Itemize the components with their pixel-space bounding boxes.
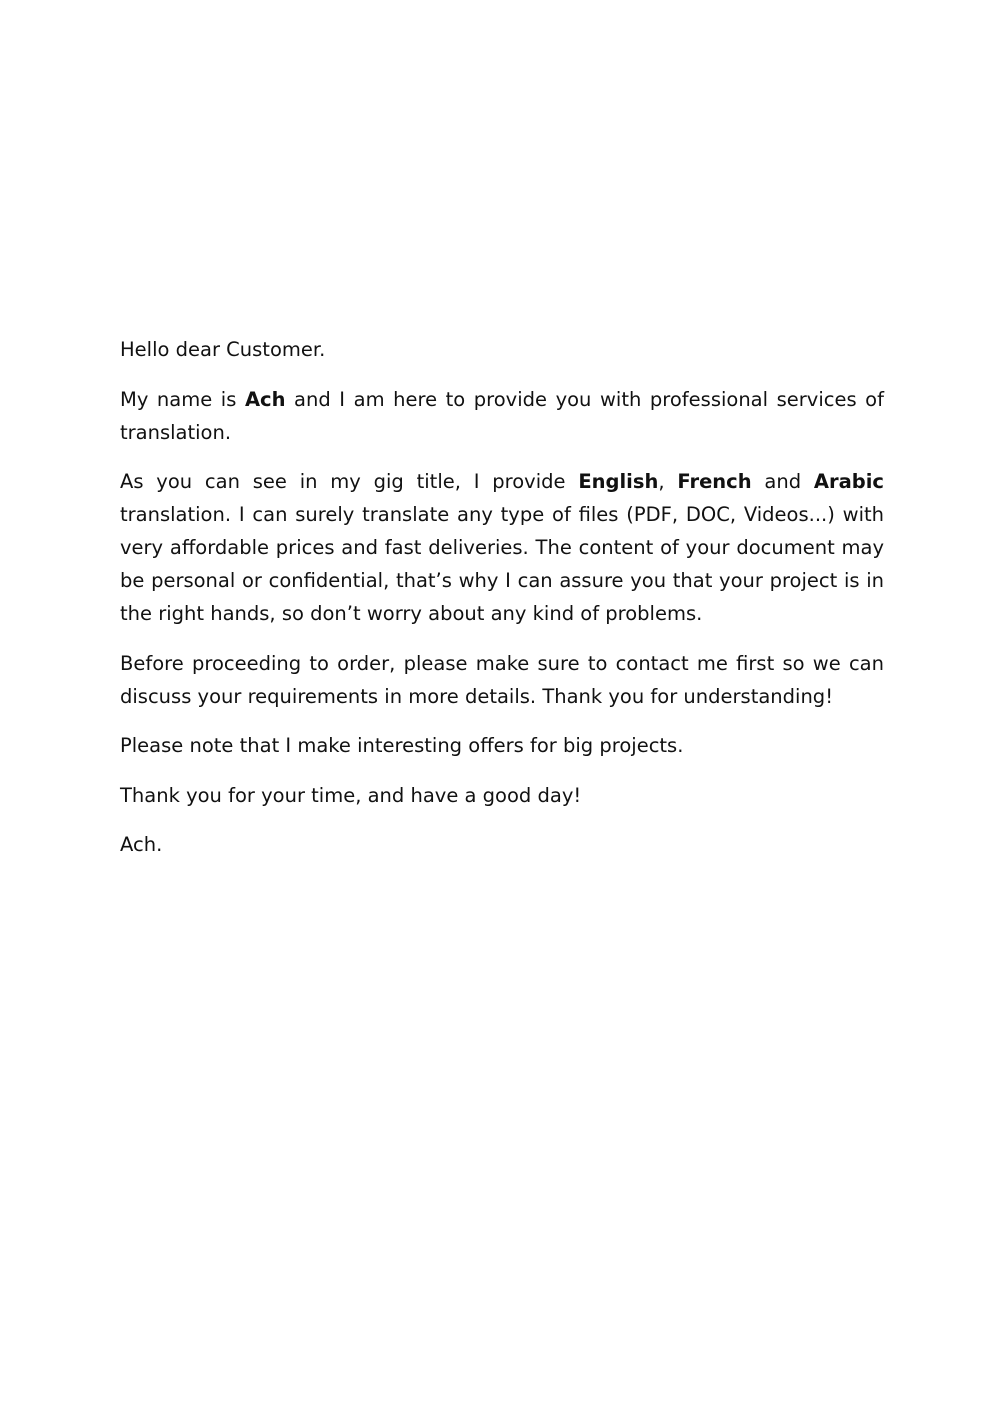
services-text-3: and (751, 470, 814, 493)
author-name: Ach (244, 387, 286, 411)
services-text-2: , (658, 470, 678, 493)
language-arabic: Arabic (813, 470, 884, 493)
services-text-4: translation. I can surely translate any type of files (PDF, DOC, Videos...) with very affordable prices and fast deliveries. The content of your document may be personal or confidential, that’s why I can assure you that your project is in the right hands, so don’t worry about any kind of problems. (120, 503, 884, 625)
language-english: English (578, 470, 659, 493)
intro-text-2: and I am here to provide you with professional services of translation. (120, 387, 884, 444)
offers-paragraph: Please note that I make interesting offers for big projects. (120, 734, 684, 757)
signature: Ach. (120, 833, 163, 856)
greeting-paragraph: Hello dear Customer. (120, 338, 326, 361)
intro-paragraph (120, 383, 884, 449)
services-paragraph (120, 465, 884, 630)
closing-paragraph: Thank you for your time, and have a good day! (120, 783, 582, 807)
contact-paragraph: Before proceeding to order, please make sure to contact me first so we can discuss your requirements in more details. Thank you for understanding! (120, 651, 884, 708)
services-text-1: As you can see in my gig title, I provide (120, 470, 579, 493)
language-french: French (677, 470, 752, 493)
letter-body (120, 333, 884, 878)
intro-text-1: My name is (120, 387, 245, 411)
